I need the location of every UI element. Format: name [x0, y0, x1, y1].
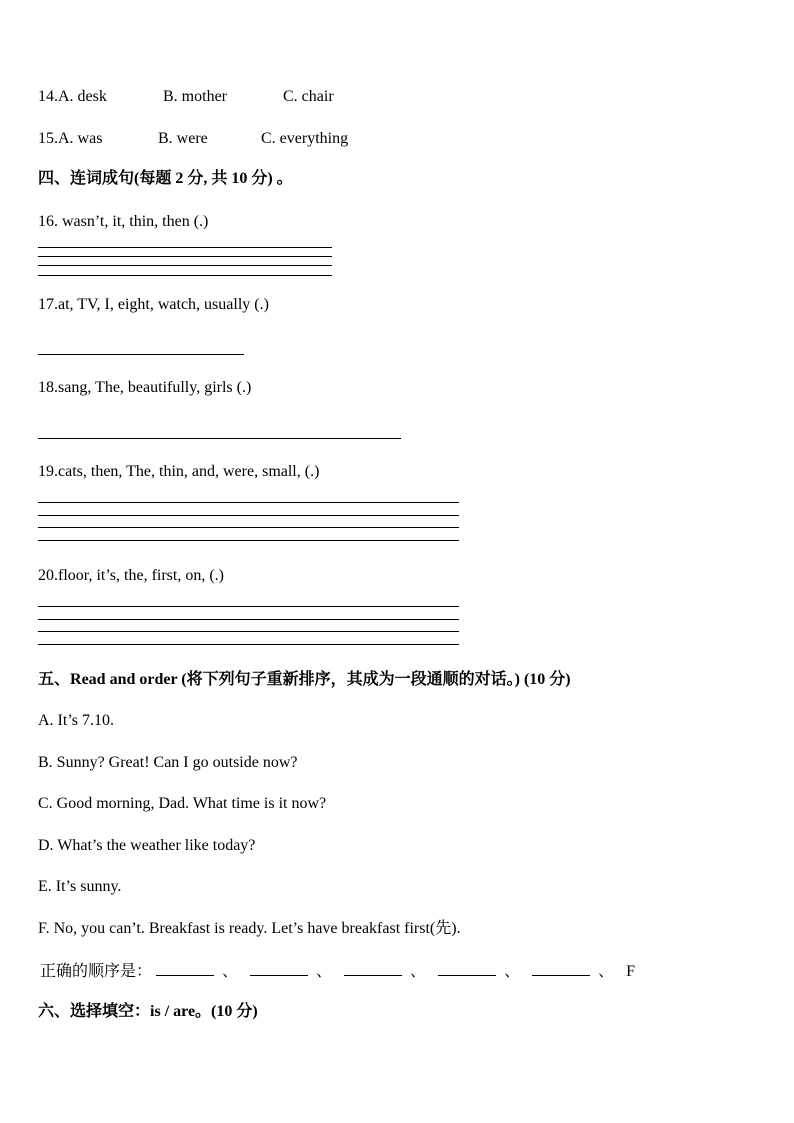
sentence-c: C. Good morning, Dad. What time is it now?	[38, 795, 327, 812]
order-sep-3: 、	[410, 963, 427, 980]
q15-option-a: A. was	[58, 130, 103, 147]
q17-prompt: 17.at, TV, I, eight, watch, usually (.)	[38, 296, 269, 313]
q19-answer-line-3	[38, 527, 459, 528]
order-sep-1: 、	[222, 963, 239, 980]
order-last: F	[626, 963, 635, 980]
q14-number-wrap	[38, 87, 58, 107]
q16-answer-line-4	[38, 275, 332, 276]
order-sep-2: 、	[316, 963, 333, 980]
q20-answer-line-1	[38, 606, 459, 607]
section-5-prefix: 五、	[38, 671, 71, 688]
q19-answer-line-4	[38, 540, 459, 541]
section-5-instructions: (将下列句子重新排序，其成为一段通顺的对话。) (10 分)	[177, 671, 571, 688]
section-5-heading	[38, 670, 571, 690]
q14-option-b: B. mother	[163, 88, 227, 105]
order-answer-row	[40, 961, 635, 982]
order-sep-5: 、	[598, 963, 615, 980]
q18-prompt: 18.sang, The, beautifully, girls (.)	[38, 379, 252, 396]
q14-option-a: A. desk	[58, 88, 107, 105]
q17-answer-line	[38, 354, 244, 355]
sentence-e: E. It’s sunny.	[38, 878, 122, 895]
q16-answer-line-3	[38, 265, 332, 266]
order-blank-5[interactable]	[532, 961, 590, 976]
order-blank-1[interactable]	[156, 961, 214, 976]
order-blank-2[interactable]	[250, 961, 308, 976]
section-6-heading	[38, 1002, 258, 1022]
order-label: 正确的顺序是：	[40, 963, 153, 980]
sentence-f: F. No, you can’t. Breakfast is ready. Let’s have breakfast first(先).	[38, 920, 461, 937]
q16-prompt: 16. wasn’t, it, thin, then (.)	[38, 213, 209, 230]
section-5-title: Read and order	[70, 671, 178, 688]
q15-option-b: B. were	[158, 130, 208, 147]
q20-prompt: 20.floor, it’s, the, first, on, (.)	[38, 567, 224, 584]
order-blank-3[interactable]	[344, 961, 402, 976]
section-6-title: is / are	[150, 1003, 196, 1020]
q15-option-c: C. everything	[261, 130, 349, 147]
q20-answer-line-4	[38, 644, 459, 645]
section-6-prefix: 六、选择填空：	[38, 1003, 151, 1020]
section-4-heading: 四、连词成句(每题 2 分, 共 10 分) 。	[38, 170, 293, 187]
sentence-d: D. What’s the weather like today?	[38, 837, 256, 854]
sentence-a: A. It’s 7.10.	[38, 712, 114, 729]
q18-answer-line	[38, 438, 401, 439]
q15-number: 15.	[38, 130, 58, 147]
sentence-b: B. Sunny? Great! Can I go outside now?	[38, 754, 298, 771]
q16-answer-line-2	[38, 256, 332, 257]
q20-answer-line-3	[38, 631, 459, 632]
q20-answer-line-2	[38, 619, 459, 620]
q14-number: 14.	[38, 88, 58, 105]
q19-answer-line-2	[38, 515, 459, 516]
q14-option-c: C. chair	[283, 88, 334, 105]
order-sep-4: 、	[504, 963, 521, 980]
q19-prompt: 19.cats, then, The, thin, and, were, small, (.)	[38, 463, 320, 480]
section-6-points: 。(10 分)	[195, 1003, 258, 1020]
order-blank-4[interactable]	[438, 961, 496, 976]
q16-answer-line-1	[38, 247, 332, 248]
q19-answer-line-1	[38, 502, 459, 503]
